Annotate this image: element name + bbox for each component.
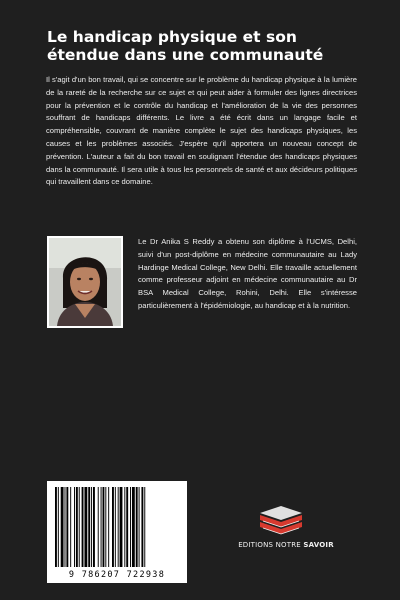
isbn-barcode	[47, 481, 187, 583]
barcode-bar	[132, 487, 135, 567]
stacked-books-icon	[256, 503, 306, 537]
barcode-bar	[91, 487, 92, 567]
barcode-bar	[118, 487, 119, 567]
barcode-bar	[58, 487, 59, 567]
barcode-bar	[93, 487, 95, 567]
barcode-bar	[65, 487, 66, 567]
barcode-bar	[108, 487, 109, 567]
barcode-bar	[101, 487, 102, 567]
barcode-bar	[70, 487, 71, 567]
isbn-number: 9 786207 722938	[68, 570, 166, 580]
barcode-bar	[74, 487, 75, 567]
barcode-bar	[76, 487, 78, 567]
barcode-bar	[112, 487, 114, 567]
barcode-bar	[139, 487, 140, 567]
barcode-bar	[144, 487, 145, 567]
barcode-bar	[88, 487, 90, 567]
barcode-bar	[66, 487, 68, 567]
barcode-bar	[130, 487, 131, 567]
barcode-bar	[103, 487, 105, 567]
barcode-bar	[105, 487, 106, 567]
barcode-bar	[136, 487, 138, 567]
publisher-name	[226, 541, 346, 549]
barcode-bar	[126, 487, 128, 567]
author-photo	[47, 236, 123, 328]
barcode-bar	[141, 487, 143, 567]
book-title: Le handicap physique et son étendue dans une communauté	[47, 28, 324, 64]
barcode-bar	[115, 487, 116, 567]
barcode-bar	[84, 487, 87, 567]
barcode-bar	[124, 487, 125, 567]
barcode-bar	[79, 487, 80, 567]
book-blurb: Il s'agit d'un bon travail, qui se concentre sur le problème du handicap physique à la lumière de la rareté de la recherche sur ce sujet et qui peut aider à formuler des lignes directrices pour la prévention et le contrôle du handicap et l'amélioration de la vie des personnes souffrant de handicaps différents. Le livre a été écrit dans un langage facile et compréhensible, couvrant de manière complète le sujet des handicaps physiques, les causes et les problèmes associés. J'espère qu'il apportera un nouveau concept de prévention. L'auteur a fait du bon travail en soulignant l'étendue des handicaps physiques dans la communauté. Il sera utile à tous les personnels de santé et aux décideurs politiques qui travaillent dans ce domaine.	[46, 75, 357, 187]
barcode-bar	[61, 487, 64, 567]
author-portrait-image	[49, 238, 121, 326]
barcode-bars	[53, 487, 181, 567]
barcode-bar	[120, 487, 123, 567]
author-bio: Le Dr Anika S Reddy a obtenu son diplôme à l'UCMS, Delhi, suivi d'un post-diplôme en médecine communautaire au Lady Hardinge Medical College, New Delhi. Elle travaille actuellement comme professeur adjoint en médecine communautaire au Dr BSA Medical College, Rohini, Delhi. Elle s'intéresse particulièrement à l'épidémiologie, au handicap et à la nutrition.	[138, 237, 357, 310]
barcode-bar	[98, 487, 99, 567]
publisher-name-bold: SAVOIR	[303, 541, 334, 549]
barcode-bar	[55, 487, 57, 567]
barcode-bar	[82, 487, 84, 567]
publisher-prefix: EDITIONS NOTRE	[238, 541, 301, 549]
